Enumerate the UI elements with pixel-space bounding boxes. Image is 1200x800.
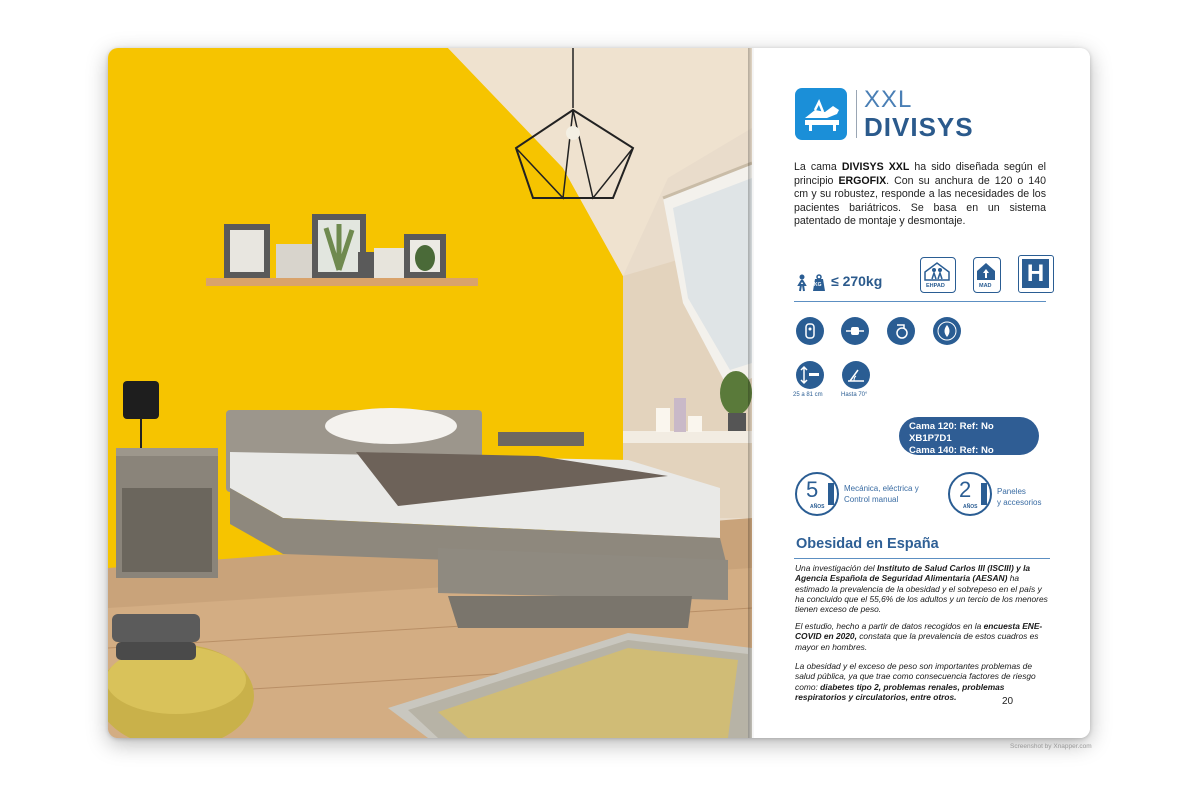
page-number: 20 bbox=[1002, 696, 1014, 707]
bed-logo-icon bbox=[795, 88, 847, 140]
warranty-2-badge bbox=[948, 472, 992, 516]
mad-label: MAD bbox=[979, 283, 992, 289]
screenshot-credit: Screenshot by Xnapper.com bbox=[1010, 743, 1092, 750]
paragraph-1: Una investigación del Instituto de Salud Carlos III (ISCIII) y la Agencia Española de Seguridad Alimentaria (AESAN) ha estimado la prevalencia de la obesidad y el sobrepeso en el país y ha concluido que el 55,6% de los adultos y un tercio de los menores tienen exceso de peso. bbox=[795, 563, 1048, 615]
warranty-unit: AÑOS bbox=[810, 504, 825, 510]
ehpad-label: EHPAD bbox=[926, 283, 945, 289]
warranty-5-badge bbox=[795, 472, 839, 516]
castor-wheel-icon bbox=[887, 317, 915, 345]
electric-plug-icon bbox=[841, 317, 869, 345]
spec-divider bbox=[794, 301, 1046, 302]
kg-weight-icon bbox=[812, 274, 826, 291]
brand-divider bbox=[856, 90, 857, 138]
wall-shelf bbox=[206, 278, 478, 286]
backrest-tilt-icon bbox=[842, 361, 870, 389]
product-name: DIVISYS bbox=[864, 112, 974, 142]
remote-control-icon bbox=[796, 317, 824, 345]
section-title: Obesidad en España bbox=[796, 536, 939, 552]
height-range-label: 25 a 81 cm bbox=[793, 392, 823, 398]
warranty-years: 2 bbox=[959, 477, 972, 502]
height-adjust-icon bbox=[796, 361, 824, 389]
product-subtitle: XXL bbox=[864, 86, 913, 113]
weight-limit: ≤ 270kg bbox=[831, 273, 883, 289]
paragraph-3: La obesidad y el exceso de peso son importantes problemas de salud pública, ya que trae como consecuencia factores de riesgo como: diabetes tipo 2, problemas renales, problemas respiratorios y circulatorios, entre otros. bbox=[795, 661, 1036, 702]
section-divider bbox=[794, 558, 1050, 559]
product-description: La cama DIVISYS XXL ha sido diseñada según el principio ERGOFIX. Con su anchura de 120 o 140 cm y su robustez, responde a las necesidades de los pacientes bariátricos. Se basa en un sistema patentado de montaje y desmontaje. bbox=[794, 161, 1047, 228]
warranty-years: 5 bbox=[806, 477, 819, 502]
fire-safety-icon bbox=[933, 317, 961, 345]
hospital-letter: H bbox=[1022, 259, 1049, 288]
paragraph-2: El estudio, hecho a partir de datos recogidos en la encuesta ENE-COVID en 2020, constata que la prevalencia de estos cuadros es mayor en hombres. bbox=[795, 621, 1043, 652]
catalog-spread bbox=[108, 48, 1090, 738]
folded-blanket bbox=[112, 614, 200, 642]
ehpad-icon bbox=[920, 257, 956, 293]
reference-line-140: Cama 140: Ref: No XB1P8D1 bbox=[909, 445, 994, 468]
reference-line-120: Cama 120: Ref: No XB1P7D1 bbox=[909, 421, 994, 444]
kg-label: KG bbox=[814, 282, 822, 288]
reference-badge bbox=[899, 417, 1039, 468]
pillow bbox=[325, 408, 457, 444]
hospital-icon bbox=[1018, 255, 1054, 293]
bedroom-photo bbox=[108, 48, 752, 738]
warranty-5-text: Mecánica, eléctrica y Control manual bbox=[844, 484, 919, 504]
product-page bbox=[754, 48, 1090, 738]
warranty-2-text: Paneles y accesorios bbox=[997, 487, 1042, 507]
person-icon bbox=[795, 274, 809, 297]
tilt-label: Hasta 70° bbox=[841, 392, 868, 398]
mad-icon bbox=[973, 257, 1001, 293]
warranty-unit: AÑOS bbox=[963, 504, 978, 510]
